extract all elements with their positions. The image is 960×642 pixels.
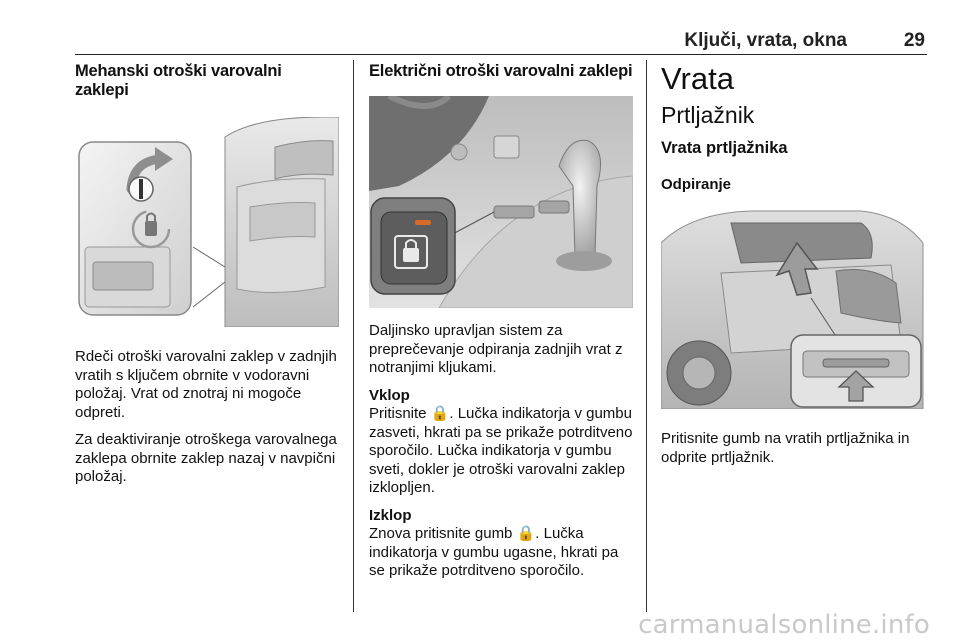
section-title: Ključi, vrata, okna: [684, 30, 847, 51]
column-divider: [353, 60, 354, 612]
column-doors: [661, 62, 929, 476]
column-mechanical-lock: [75, 62, 339, 496]
page-number: 29: [903, 30, 925, 51]
paragraph-vklop: Pritisnite 🔒. Lučka indikatorja v gumbu zasveti, hkrati pa se prikaže potrditveno sporočilo. Lučka indikatorja v gumbu sveti, dokler je otroški varovalni zaklep izklopljen.: [369, 405, 633, 496]
watermark: carmanualsonline.info: [638, 610, 930, 640]
paragraph-izklop: Znova pritisnite gumb 🔒. Lučka indikatorja v gumbu ugasne, hkrati pa se prikaže potrditveno sporočilo.: [369, 525, 619, 579]
heading-doors: Vrata: [661, 61, 734, 96]
mechanical-lock-illustration: [75, 117, 339, 327]
heading-opening: Odpiranje: [661, 176, 732, 193]
heading-mechanical-lock: Mehanski otroški varovalni zaklepi: [75, 62, 282, 99]
column-electric-lock: [369, 62, 633, 590]
electric-lock-illustration: [369, 96, 633, 308]
child-lock-icon: 🔒: [516, 525, 536, 542]
tailgate-illustration: [661, 203, 925, 409]
paragraph: Daljinsko upravljan sistem za preprečevanje odpiranja zadnjih vrat z notranjimi kljukami.: [369, 322, 623, 376]
heading-trunk: Prtljažnik: [661, 102, 755, 128]
child-lock-icon: 🔒: [430, 405, 450, 422]
subheading-izklop: Izklop: [369, 506, 412, 524]
heading-tailgate: Vrata prtljažnika: [661, 139, 788, 157]
page-header: [75, 28, 927, 55]
column-divider: [646, 60, 647, 612]
heading-electric-lock: Električni otroški varovalni zaklepi: [369, 62, 633, 80]
paragraph: Pritisnite gumb na vratih prtljažnika in odprite prtljažnik.: [661, 430, 910, 466]
subheading-vklop: Vklop: [369, 386, 410, 404]
paragraph: Za deaktiviranje otroškega varovalnega zaklepa obrnite zaklep nazaj v navpični položaj.: [75, 431, 337, 485]
paragraph: Rdeči otroški varovalni zaklep v zadnjih vratih s ključem obrnite v vodoravni položaj. Vrat od znotraj ni mogoče odpreti.: [75, 348, 337, 421]
